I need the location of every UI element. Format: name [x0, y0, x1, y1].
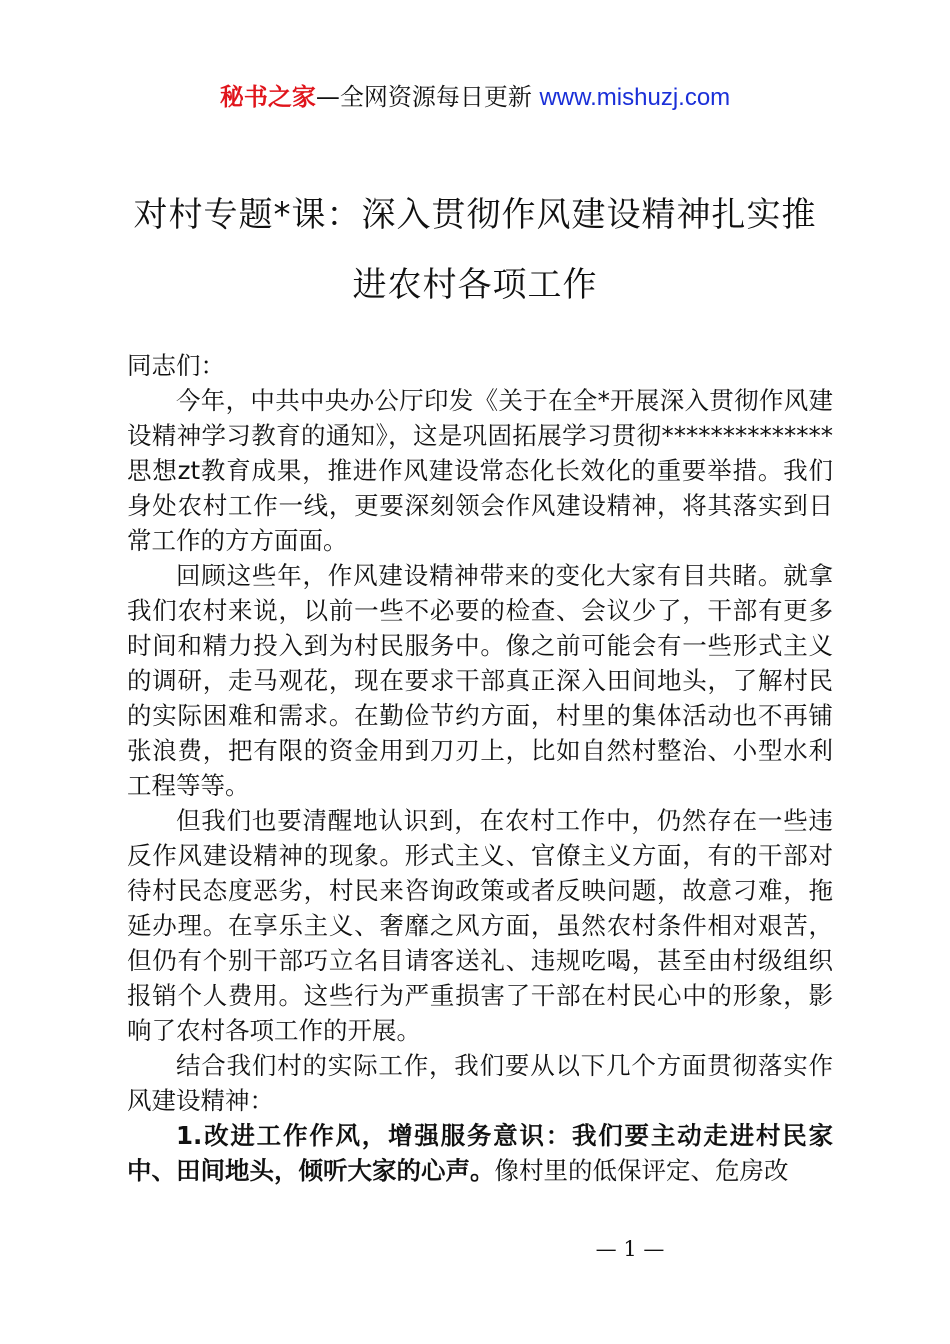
- point-1-heading: 1.改进工作作风，增强服务意识：我们要主动走进村民家中、田间地头，倾听大家的心声。: [127, 1121, 833, 1185]
- page-number: — 1 —: [595, 1237, 665, 1261]
- header-tagline: —全网资源每日更新: [315, 83, 540, 111]
- paragraph-review: 回顾这些年，作风建设精神带来的变化大家有目共睹。就拿我们农村来说，以前一些不必要的检查、会议少了，干部有更多时间和精力投入到为村民服务中。像之前可能会有一些形式主义的调研，走马观花，现在要求干部真正深入田间地头，了解村民的实际困难和需求。在勤俭节约方面，村里的集体活动也不再铺张浪费，把有限的资金用到刀刃上，比如自然村整治、小型水利工程等等。: [127, 561, 833, 800]
- paragraph-intro: 今年，中共中央办公厅印发《关于在全*开展深入贯彻作风建设精神学习教育的通知》，这是巩固拓展学习贯彻**************思想zt教育成果，推进作风建设常态化长效化的重要举措。我们身处农村工作一线，更要深刻领会作风建设精神，将其落实到日常工作的方方面面。: [127, 386, 833, 555]
- document-title: 对村专题*课：深入贯彻作风建设精神扎实推进农村各项工作: [133, 195, 817, 305]
- site-url-link[interactable]: www.mishuzj.com: [539, 84, 731, 111]
- paragraph-problems: 但我们也要清醒地认识到，在农村工作中，仍然存在一些违反作风建设精神的现象。形式主义、官僚主义方面，有的干部对待村民态度恶劣，村民来咨询政策或者反映问题，故意刁难，拖延办理。在享乐主义、奢靡之风方面，虽然农村条件相对艰苦，但仍有个别干部巧立名目请客送礼、违规吃喝，甚至由村级组织报销个人费用。这些行为严重损害了干部在村民心中的形象，影响了农村各项工作的开展。: [127, 806, 833, 1045]
- paragraph-transition: 结合我们村的实际工作，我们要从以下几个方面贯彻落实作风建设精神：: [127, 1051, 833, 1115]
- site-header: [0, 80, 950, 115]
- salutation: 同志们：: [127, 351, 225, 380]
- document-body: [127, 348, 833, 1188]
- paragraph-point-1: [127, 1118, 833, 1188]
- brand-name: 秘书之家: [219, 83, 316, 111]
- point-1-text: 像村里的低保评定、危房改: [494, 1156, 789, 1185]
